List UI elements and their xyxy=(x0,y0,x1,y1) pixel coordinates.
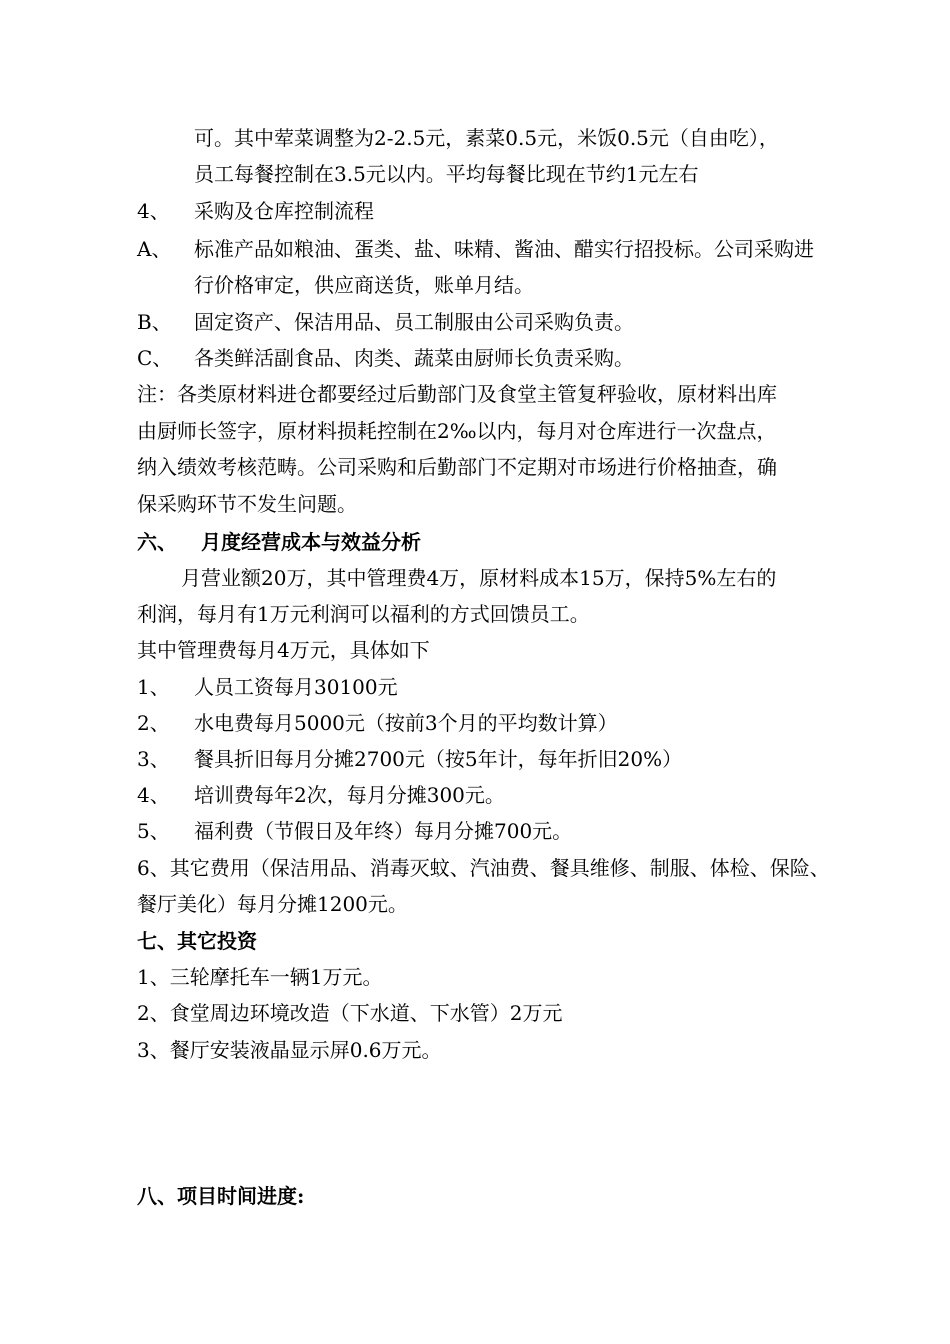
list-item-text: 采购及仓库控制流程 xyxy=(194,199,374,223)
list-item: 2、食堂周边环境改造（下水道、下水管）2万元 xyxy=(137,1001,563,1025)
list-item-text: 水电费每月5000元（按前3个月的平均数计算） xyxy=(194,711,618,735)
note-line: 纳入绩效考核范畴。公司采购和后勤部门不定期对市场进行价格抽查，确 xyxy=(137,455,777,479)
note-line: 保采购环节不发生问题。 xyxy=(137,492,357,516)
list-item-text: 餐厅美化）每月分摊1200元。 xyxy=(137,892,408,916)
list-label: A、 xyxy=(137,237,172,261)
list-item-text: 人员工资每月30100元 xyxy=(194,675,398,699)
list-item-text: 6、其它费用（保洁用品、消毒灭蚊、汽油费、餐具维修、制服、体检、保险、 xyxy=(137,856,830,880)
list-label: 4、 xyxy=(137,783,170,807)
list-item-text: 固定资产、保洁用品、员工制服由公司采购负责。 xyxy=(194,310,634,334)
list-label: 3、 xyxy=(137,747,170,771)
list-item-text: 标准产品如粮油、蛋类、盐、味精、酱油、醋实行招投标。公司采购进 xyxy=(194,237,814,261)
list-label: B、 xyxy=(137,310,172,334)
list-item: 1、三轮摩托车一辆1万元。 xyxy=(137,965,383,989)
paragraph-line: 员工每餐控制在3.5元以内。平均每餐比现在节约1元左右 xyxy=(194,162,699,186)
list-item-text: 行价格审定，供应商送货，账单月结。 xyxy=(194,273,534,297)
list-label: 2、 xyxy=(137,711,170,735)
list-label: 1、 xyxy=(137,675,170,699)
list-label: 5、 xyxy=(137,819,170,843)
list-item-text: 餐具折旧每月分摊2700元（按5年计，每年折旧20%） xyxy=(194,747,683,771)
list-item: 3、餐厅安装液晶显示屏0.6万元。 xyxy=(137,1038,442,1062)
list-label: C、 xyxy=(137,346,173,370)
list-item-text: 福利费（节假日及年终）每月分摊700元。 xyxy=(194,819,573,843)
list-item-text: 培训费每年2次，每月分摊300元。 xyxy=(194,783,505,807)
paragraph-line: 月营业额20万，其中管理费4万，原材料成本15万，保持5%左右的 xyxy=(181,566,777,590)
note-line: 由厨师长签字，原材料损耗控制在2‰以内，每月对仓库进行一次盘点， xyxy=(137,419,777,443)
paragraph-line: 利润，每月有1万元利润可以福利的方式回馈员工。 xyxy=(137,602,590,626)
section-heading: 七、其它投资 xyxy=(137,929,257,953)
section-heading: 月度经营成本与效益分析 xyxy=(201,530,421,554)
section-number: 六、 xyxy=(137,530,177,554)
section-heading: 八、项目时间进度: xyxy=(137,1184,305,1208)
paragraph-line: 其中管理费每月4万元，具体如下 xyxy=(137,638,430,662)
list-item-text: 各类鲜活副食品、肉类、蔬菜由厨师长负责采购。 xyxy=(194,346,634,370)
paragraph-line: 可。其中荤菜调整为2-2.5元，素菜0.5元，米饭0.5元（自由吃）， xyxy=(194,126,779,150)
note-line: 注：各类原材料进仓都要经过后勤部门及食堂主管复秤验收，原材料出库 xyxy=(137,382,777,406)
list-label: 4、 xyxy=(137,199,170,223)
